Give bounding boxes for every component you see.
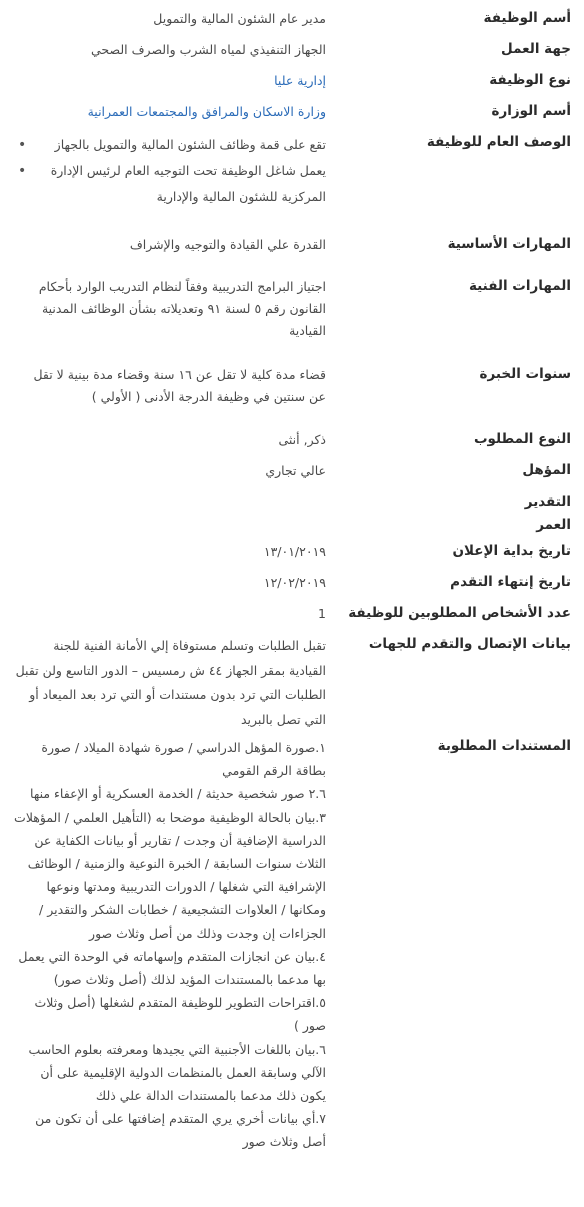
field-label: الوصف العام للوظيفة [426,134,571,150]
field-label: النوع المطلوب [473,431,571,447]
document-item: ٤.بيان عن انجازات المتقدم وإسهاماته في الوحدة التي يعمل بها مدعما بالمستندات المؤيد لذلك (أصل وثلاث صور) [18,948,326,988]
field-value: 1 [318,606,326,621]
field-label: العمر [536,517,571,533]
field-value: الجهاز التنفيذي لمياه الشرب والصرف الصحي [91,42,326,57]
field-label: أسم الوظيفة [483,10,571,26]
documents-list [14,736,326,1154]
field-value: اجتياز البرامج التدريبية وفقاً لنظام التدريب الوارد بأحكام القانون رقم ٥ لسنة ٩١ وتعديلاته بشأن الوظائف المدنية القيادية [38,279,326,338]
field-value: ١٢/٠٢/٢٠١٩ [263,575,326,590]
field-label: المهارات الفنية [468,278,571,294]
field-value: مدير عام الشئون المالية والتمويل [153,11,326,26]
field-label: المستندات المطلوبة [437,738,571,754]
document-item: ٦.بيان باللغات الأجنبية التي يجيدها ومعرفته بعلوم الحاسب الآلي وسابقة العمل بالمنظمات الدولية الإقليمية على أن يكون ذلك مدعما بالمستندات الدالة علي ذلك [28,1041,326,1104]
field-label: المهارات الأساسية [447,236,571,252]
description-item: تقع على قمة وظائف الشئون المالية والتمويل بالجهاز • [38,132,326,158]
field-value: ١٣/٠١/٢٠١٩ [263,544,326,559]
field-label: تاريخ إنتهاء التقدم [450,574,571,590]
field-label: المؤهل [522,462,571,478]
field-label: تاريخ بداية الإعلان [452,543,571,559]
document-item: ٧.أي بيانات أخري يري المتقدم إضافتها على أن تكون من أصل وثلاث صور [35,1111,326,1150]
document-item: ٢.٦ صور شخصية حديثة / الخدمة العسكرية أو الإعفاء منها [30,786,326,802]
document-item: ٣.بيان بالحالة الوظيفية موضحا به (التأهيل العلمي / المؤهلات الدراسية الإضافية أن وجدت / تقارير أو بيانات الكفاية عن الثلاث سنوات السابقة / الخبرة النوعية والزمنية / الوظائف الإشرافية التي شغلها / الدورات التدريبية ومدتها ونوعها ومكانها / العلاوات التشجيعية / خطابات الشكر والتقدير / الجزاءات إن وجدت وذلك من أصل وثلاث صور [14,809,326,941]
field-label: عدد الأشخاص المطلوبين للوظيفة [348,605,571,621]
field-label: نوع الوظيفة [489,72,571,88]
field-label: بيانات الإتصال والتقدم للجهات [368,636,571,652]
job-type-link[interactable]: إدارية عليا [274,73,326,88]
field-value: تقبل الطلبات وتسلم مستوفاة إلي الأمانة الفنية للجنة القيادية بمقر الجهاز ٤٤ ش رمسيس – الدور التاسع ولن تقبل الطلبات التي ترد بدون مستندات أو التي ترد بعد الميعاد أو التي تصل بالبريد [15,638,326,727]
field-label: جهة العمل [501,41,571,57]
field-value: القدرة علي القيادة والتوجيه والإشراف [129,237,326,252]
document-item: ١.صورة المؤهل الدراسي / صورة شهادة الميلاد / صورة بطاقة الرقم القومي [41,740,326,779]
field-label: سنوات الخبرة [479,366,571,382]
document-item: ٥.اقتراحات التطوير للوظيفة المتقدم لشغلها (أصل وثلاث صور ) [34,995,326,1034]
field-value: عالي تجاري [265,463,326,478]
field-label: التقدير [524,494,571,510]
field-label: أسم الوزارة [491,103,571,119]
description-item: يعمل شاغل الوظيفة تحت التوجيه العام لرئيس الإدارة المركزية للشئون المالية والإدارية • [38,158,326,210]
field-value: ذكر, أنثى [278,432,326,447]
field-value: قضاء مدة كلية لا تقل عن ١٦ سنة وقضاء مدة بينية لا تقل عن سنتين في وظيفة الدرجة الأدنى ( الأولي ) [33,367,326,404]
ministry-link[interactable]: وزارة الاسكان والمرافق والمجتمعات العمرانية [87,104,326,119]
field-value [14,132,326,210]
description-list [14,132,326,210]
